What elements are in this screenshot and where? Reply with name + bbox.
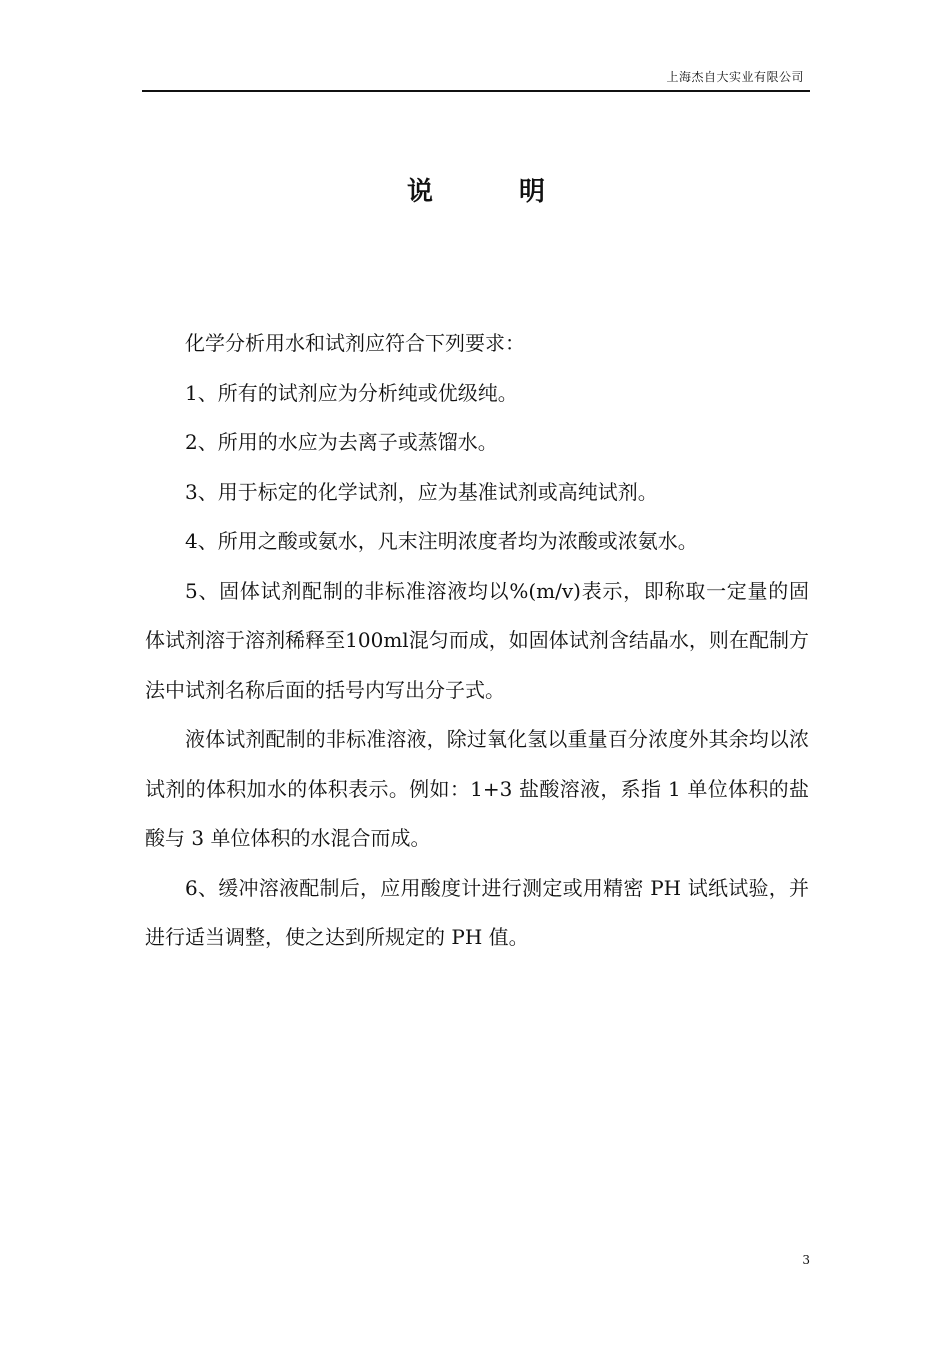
rule-1-paragraph: 1、所有的试剂应为分析纯或优级纯。 [185, 380, 518, 405]
document-title [0, 175, 952, 209]
rule-6-paragraph: 6、缓冲溶液配制后，应用酸度计进行测定或用精密 PH 试纸试验，并进行适当调整，使之达到所规定的 PH 值。 [145, 875, 809, 949]
rule-5-paragraph: 5、固体试剂配制的非标准溶液均以%(m/v)表示，即称取一定量的固体试剂溶于溶剂稀释至100ml混匀而成，如固体试剂含结晶水，则在配制方法中试剂名称后面的括号内写出分子式。 [145, 578, 809, 702]
rule-2-paragraph: 2、所用的水应为去离子或蒸馏水。 [185, 430, 498, 454]
title-char-2: 明 [519, 177, 546, 207]
liquid-reagent-paragraph: 液体试剂配制的非标准溶液，除过氧化氢以重量百分浓度外其余均以浓试剂的体积加水的体积表示。例如：1+3 盐酸溶液，系指 1 单位体积的盐酸与 3 单位体积的水混合而成。 [145, 727, 809, 850]
rule-3-paragraph: 3、用于标定的化学试剂，应为基准试剂或高纯试剂。 [185, 479, 658, 504]
page-header [142, 60, 810, 92]
document-body [145, 319, 809, 963]
page-number: 3 [802, 1253, 810, 1267]
intro-paragraph: 化学分析用水和试剂应符合下列要求： [185, 331, 525, 355]
title-char-1: 说 [406, 177, 433, 207]
rule-4-paragraph: 4、所用之酸或氨水，凡末注明浓度者均为浓酸或浓氨水。 [185, 529, 698, 553]
header-company-name: 上海杰自大实业有限公司 [666, 70, 804, 84]
